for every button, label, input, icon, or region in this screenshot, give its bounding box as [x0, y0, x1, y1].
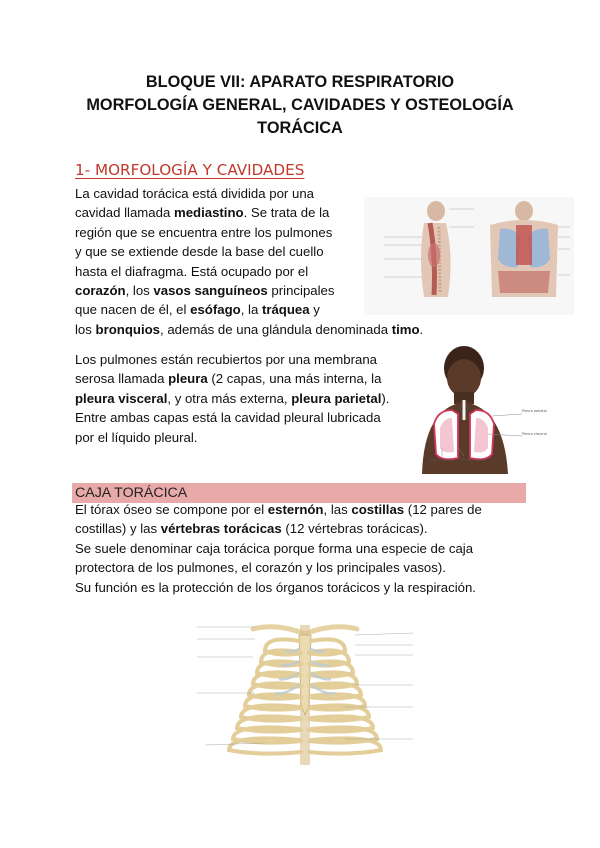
pleura-paragraph: [75, 350, 389, 447]
text-line: Entre ambas capas está la cavidad pleural lubricada: [75, 410, 381, 426]
label-parietal-top: Pleura parietal: [522, 409, 547, 413]
label-parietal-bottom: Pleura parietal: [430, 458, 455, 462]
text-line: La cavidad torácica está dividida por una: [75, 186, 314, 201]
rib-cage-figure: [195, 615, 415, 775]
text-line: hasta el diafragma. Está ocupado por el: [75, 263, 309, 279]
text-line: pleura visceral, y otra más externa, pleura parietal).: [75, 390, 390, 406]
text-line: protectora de los pulmones, el corazón y los principales vasos).: [75, 560, 446, 576]
text-line: por el líquido pleural.: [75, 429, 198, 445]
text-line: costillas) y las vértebras torácicas (12 vértebras torácicas).: [75, 521, 428, 537]
text-line: El tórax óseo se compone por el esternón, las costillas (12 pares de: [75, 502, 482, 517]
mediastinum-figure: [364, 197, 574, 315]
text-line: Su función es la protección de los órganos torácicos y la respiración.: [75, 579, 476, 595]
title-line-2: MORFOLOGÍA GENERAL, CAVIDADES Y OSTEOLOGÍA: [86, 96, 514, 114]
text-line: los bronquios, además de una glándula denominada timo.: [75, 321, 424, 337]
text-line: región que se encuentra entre los pulmones: [75, 224, 333, 240]
section-heading-morfologia: 1- MORFOLOGÍA Y CAVIDADES: [75, 161, 305, 179]
title-line-1: BLOQUE VII: APARATO RESPIRATORIO: [145, 73, 455, 91]
text-line: serosa llamada pleura (2 capas, una más interna, la: [75, 371, 382, 387]
caja-toracica-paragraph: [75, 500, 482, 597]
label-visceral-right: Pleura visceral: [522, 432, 547, 436]
text-line: cavidad llamada mediastino. Se trata de la: [75, 205, 330, 221]
document-title: [0, 71, 600, 140]
text-line: Los pulmones están recubiertos por una membrana: [75, 352, 378, 367]
text-line: Se suele denominar caja torácica porque forma una especie de caja: [75, 540, 474, 556]
text-line: y que se extiende desde la base del cuello: [75, 244, 324, 260]
title-line-3: TORÁCICA: [257, 119, 343, 137]
pleura-figure: [418, 344, 548, 474]
section-heading-caja-toracica: CAJA TORÁCICA: [75, 485, 188, 501]
label-visceral-bottom: Pleura visceral: [460, 458, 485, 462]
text-line: que nacen de él, el esófago, la tráquea y: [75, 302, 320, 318]
text-line: corazón, los vasos sanguíneos principales: [75, 283, 335, 299]
